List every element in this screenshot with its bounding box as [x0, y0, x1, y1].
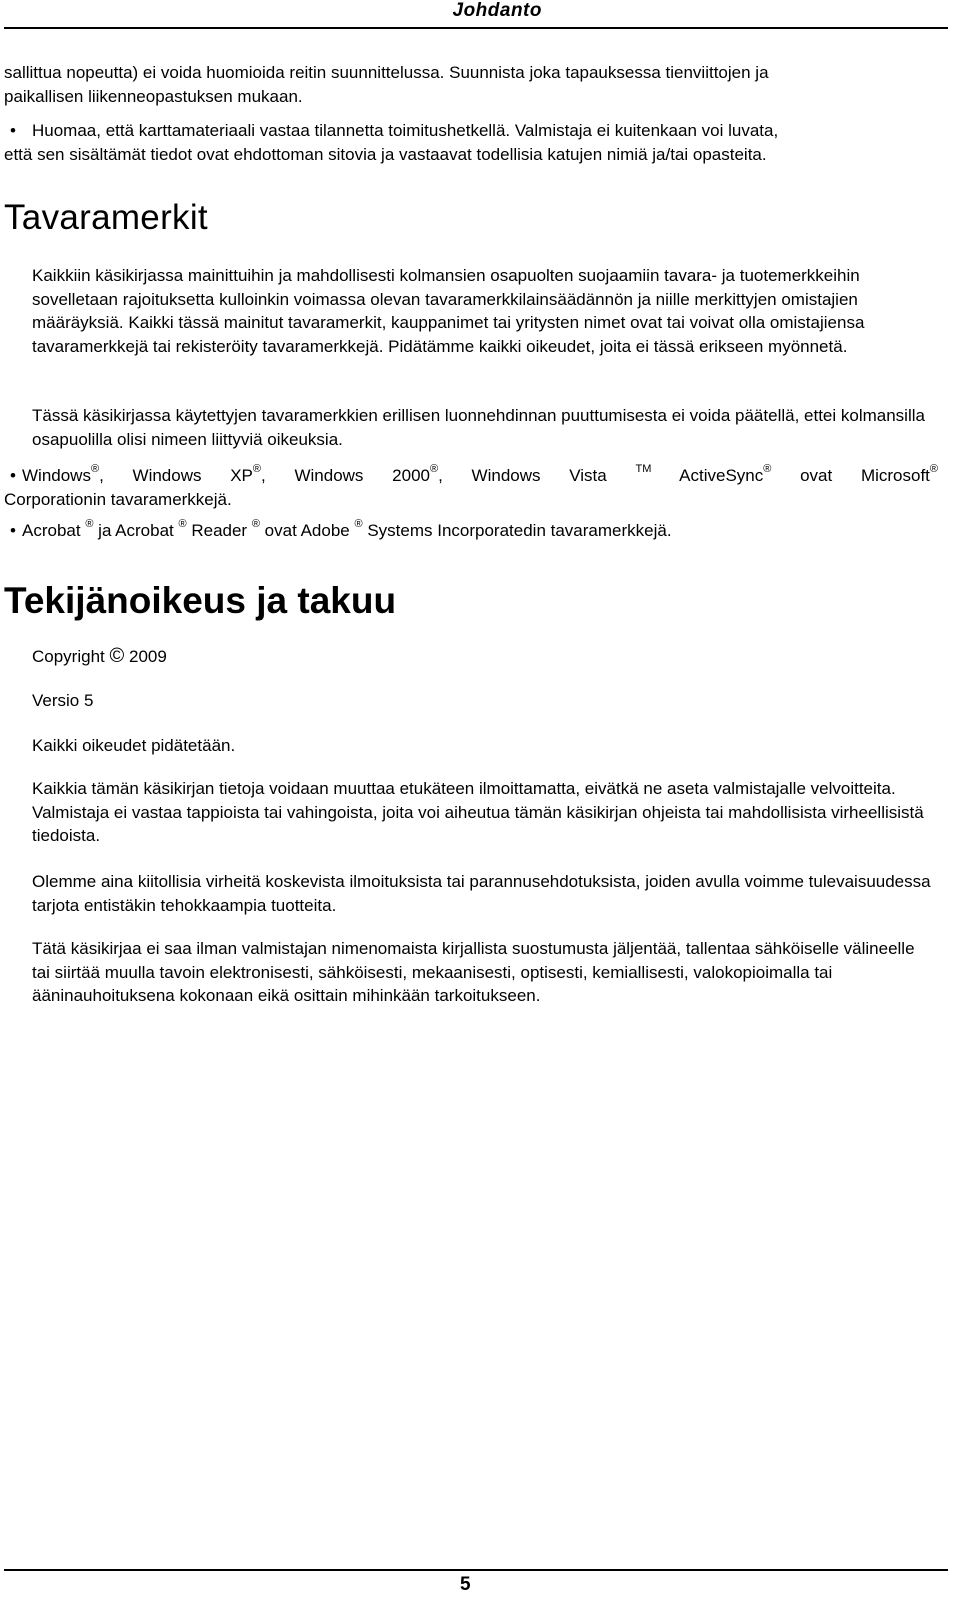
- trademark-name: , Windows 2000: [261, 466, 430, 485]
- trademarks-paragraph-1: Kaikkiin käsikirjassa mainittuihin ja mahdollisesti kolmansien osapuolten suojaamiin tavara- ja tuotemerkkeihin sovelletaan rajoituksetta kulloinkin voimassa olevan tavaramerkkilainsäädännön ja niille merkittyjen omistajien määräyksiä. Kaikki tässä mainitut tavaramerkit, kauppanimet tai yritysten nimet ovat tai voivat olla omistajiensa tavaramerkkejä tai rekisteröity tavaramerkkejä. Pidätämme kaikki oikeudet, joita ei tässä erikseen myönnetä.: [32, 266, 865, 356]
- bullet-dot: •: [10, 466, 16, 485]
- trademarks-bullet-microsoft: [22, 464, 938, 488]
- copyright-paragraph-3: Tätä käsikirjaa ei saa ilman valmistajan nimenomaista kirjallista suostumusta jäljentää, tallentaa sähköiselle välineelle tai siirtää muulla tavoin elektronisesti, sähköisesti, mekaanisesti, optisesti, kemiallisesti, valokopioimalla tai ääninauhoituksena kokonaan eikä osittain mihinkään tarkoitukseen.: [32, 939, 915, 1005]
- trademark-name: , Windows Vista: [438, 466, 607, 485]
- trademarks-paragraph-2: Tässä käsikirjassa käytettyjen tavaramerkkien erillisen luonnehdinnan puuttumisesta ei voida päätellä, ettei kolmansilla osapuolilla olisi nimeen liittyviä oikeuksia.: [32, 406, 925, 449]
- registered-mark: ®: [90, 463, 100, 475]
- intro-bullet-line1: Huomaa, että karttamateriaali vastaa tilannetta toimitushetkellä. Valmistaja ei kuitenkaan voi luvata,: [32, 121, 779, 140]
- intro-continued-line1: sallittua nopeutta) ei voida huomioida reitin suunnittelussa. Suunnista joka tapauksessa tienviittojen ja: [4, 63, 769, 82]
- trademark-name: , Windows XP: [99, 466, 253, 485]
- registered-mark: ®: [429, 463, 439, 475]
- trademark-name: Windows: [22, 466, 91, 485]
- copyright-paragraph-1: Kaikkia tämän käsikirjan tietoja voidaan muuttaa etukäteen ilmoittamatta, eivätkä ne aseta valmistajalle velvoitteita. Valmistaja ei vastaa tappioista tai vahingoista, joita voi aiheutua tämän käsikirjan ohjeista tai mahdollisista virheellisistä tiedoista.: [32, 779, 924, 845]
- registered-mark: ®: [251, 518, 260, 530]
- trademark-owner: Systems Incorporatedin tavaramerkkejä.: [362, 521, 672, 540]
- trademark-name: ja Acrobat: [93, 521, 174, 540]
- trademark-owner: ovat Adobe: [259, 521, 350, 540]
- trademark-name: Reader: [186, 521, 248, 540]
- footer-rule: [4, 1569, 948, 1571]
- tm-mark: TM: [635, 463, 652, 475]
- copyright-line: [32, 645, 937, 669]
- copyright-heading: Tekijänoikeus ja takuu: [4, 580, 397, 621]
- copyright-year: 2009: [128, 647, 167, 666]
- trademarks-bullet-adobe: [22, 519, 938, 543]
- trademarks-heading: Tavaramerkit: [4, 198, 208, 237]
- trademark-owner: ovat Microsoft: [771, 466, 930, 485]
- registered-mark: ®: [763, 463, 772, 475]
- copyright-paragraph-2: Olemme aina kiitollisia virheitä koskevista ilmoituksista tai parannusehdotuksista, joiden avulla voimme tulevaisuudessa tarjota entistäkin tehokkaampia tuotteita.: [32, 872, 931, 915]
- page-number: 5: [460, 1574, 471, 1595]
- page-header-title: Johdanto: [452, 0, 542, 21]
- intro-bullet-line2: että sen sisältämät tiedot ovat ehdottoman sitovia ja vastaavat todellisia katujen nimiä ja/tai opasteita.: [4, 145, 767, 164]
- registered-mark: ®: [252, 463, 262, 475]
- copyright-symbol: ©: [109, 645, 125, 667]
- trademark-name: Acrobat: [22, 521, 81, 540]
- header-rule: [4, 27, 948, 29]
- trademark-name: ActiveSync: [651, 466, 764, 485]
- rights-line: Kaikki oikeudet pidätetään.: [32, 736, 236, 755]
- registered-mark: ®: [178, 518, 187, 530]
- version-line: Versio 5: [32, 691, 94, 710]
- registered-mark: ®: [85, 518, 94, 530]
- copyright-label: Copyright: [32, 647, 105, 666]
- registered-mark: ®: [354, 518, 363, 530]
- intro-continued-line2: paikallisen liikenneopastuksen mukaan.: [4, 87, 303, 106]
- trademarks-bullet-microsoft-line2: Corporationin tavaramerkkejä.: [4, 490, 232, 509]
- registered-mark: ®: [929, 463, 939, 475]
- bullet-dot: •: [10, 521, 16, 540]
- bullet-dot: •: [10, 121, 16, 140]
